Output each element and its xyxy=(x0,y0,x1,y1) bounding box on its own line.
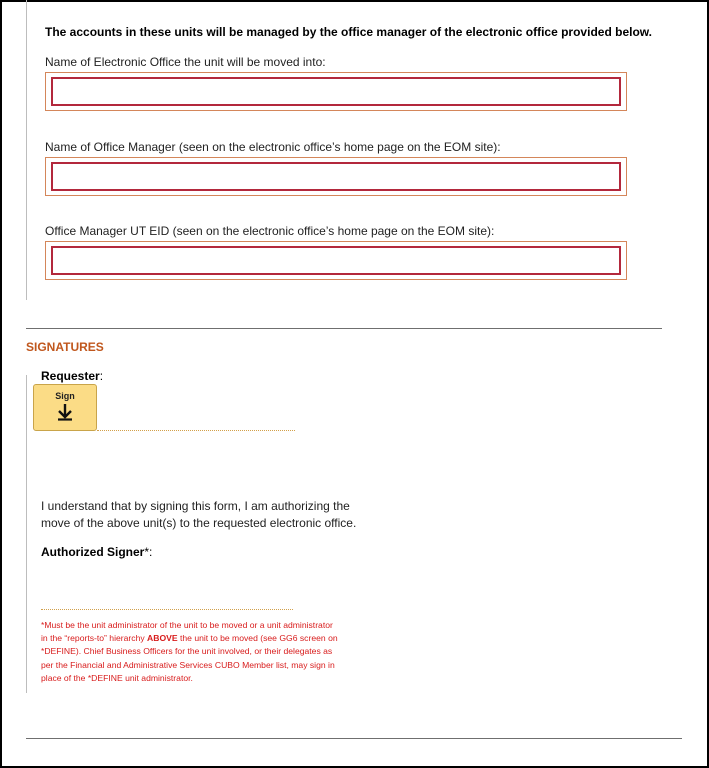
electronic-office-field[interactable] xyxy=(45,72,627,111)
bottom-divider xyxy=(26,738,682,739)
authorized-signer-signature-line xyxy=(41,609,293,610)
sign-button-label: Sign xyxy=(55,391,75,401)
download-arrow-icon xyxy=(56,403,74,421)
requester-signature-line xyxy=(97,430,295,431)
footnote-text-after: the unit to be moved (see GG6 screen on *DEFINE). Chief Business Officers for the unit involved, or their delegates as per the Financial and Administrative Services CUBO Member list, may sign in place of the *DEFINE unit administrator. xyxy=(41,633,338,683)
electronic-office-label: Name of Electronic Office the unit will be moved into: xyxy=(45,55,326,69)
office-manager-input[interactable] xyxy=(51,162,621,191)
intro-heading: The accounts in these units will be managed by the office manager of the electronic office provided below. xyxy=(45,25,653,39)
office-manager-eid-label: Office Manager UT EID (seen on the electronic office’s home page on the EOM site): xyxy=(45,224,495,238)
office-manager-eid-input[interactable] xyxy=(51,246,621,275)
office-manager-label: Name of Office Manager (seen on the electronic office’s home page on the EOM site): xyxy=(45,140,501,154)
left-margin-rule xyxy=(26,375,27,693)
requester-label xyxy=(41,369,103,383)
authorization-statement: I understand that by signing this form, I am authorizing the move of the above unit(s) to the requested electronic office. xyxy=(41,499,357,530)
authorized-signer-label xyxy=(41,545,152,559)
signer-footnote xyxy=(41,619,341,685)
sign-button[interactable] xyxy=(33,384,97,431)
authorized-signer-label-text: Authorized Signer xyxy=(41,545,145,559)
requester-label-text: Requester xyxy=(41,369,100,383)
footnote-emphasis: ABOVE xyxy=(147,633,178,644)
section-divider xyxy=(26,328,662,329)
office-manager-field[interactable] xyxy=(45,157,627,196)
authorized-signer-suffix: *: xyxy=(144,545,153,559)
footnote-text-before: *Must be the unit administrator of the unit to be moved or a unit administrator in the “reports-to” hierarchy xyxy=(41,620,333,644)
office-manager-eid-field[interactable] xyxy=(45,241,627,280)
left-margin-rule xyxy=(26,0,27,300)
electronic-office-input[interactable] xyxy=(51,77,621,106)
requester-colon: : xyxy=(99,369,104,383)
signatures-heading: SIGNATURES xyxy=(26,340,104,354)
